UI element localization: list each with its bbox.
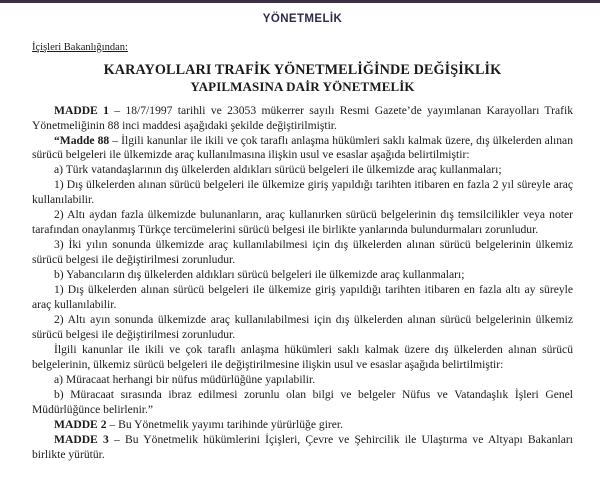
- document-type-heading: YÖNETMELİK: [262, 13, 343, 25]
- paragraph-madde-2: [32, 418, 573, 433]
- paragraph-item-b-1: [32, 283, 573, 313]
- paragraph-text: İlgili kanunlar ile ikili ve çok taraflı anlaşma hükümleri saklı kalmak üzere dış ülkelerden alınan sürücü belgelerinin, ülkemiz sürücü belgeleri ile değiştirilmesine ilişkin usul ve esaslar aşağıda belirtilmiştir:: [32, 342, 573, 371]
- paragraph-item-a-1: [32, 178, 573, 208]
- regulation-title: [32, 61, 573, 96]
- top-accent-rule: [0, 0, 600, 3]
- paragraph-item-a-2: [32, 208, 573, 238]
- paragraph-text: 1) Dış ülkelerden alınan sürücü belgeleri ile ülkemize giriş yapıldığı tarihten itibaren en fazla altı ay süreyle araç kullanılabilir.: [32, 283, 573, 311]
- paragraph-text: 2) Altı ayın sonunda ülkemizde araç kullanılabilmesi için dış ülkelerden alınan sürücü belgelerinin ülkemiz sürücü belgesi ile değiştirilmesi zorunludur.: [32, 312, 573, 341]
- paragraph-text: – 18/7/1997 tarihli ve 23053 mükerrer sayılı Resmi Gazete’de yayımlanan Karayolları Trafik Yönetmeliğinin 88 inci maddesi aşağıdaki şekilde değiştirilmiştir.: [32, 103, 573, 132]
- paragraph-lead: “Madde 88: [54, 133, 113, 147]
- paragraph-item-b-2: [32, 313, 573, 343]
- regulation-title-line-1: KARAYOLLARI TRAFİK YÖNETMELİĞİNDE DEĞİŞİKLİK: [103, 61, 502, 78]
- paragraph-exchange-a: [32, 373, 573, 388]
- paragraph-text: b) Yabancıların dış ülkelerden aldıkları sürücü belgeleri ile ülkemizde araç kullanmaları;: [54, 268, 465, 282]
- paragraph-text: a) Türk vatandaşlarının dış ülkelerden aldıkları sürücü belgeleri ile ülkemizde araç kullanmaları;: [54, 163, 502, 177]
- paragraph-text: – Bu Yönetmelik hükümlerini İçişleri, Çevre ve Şehircilik ile Ulaştırma ve Altyapı Bakanları birlikte yürütür.: [32, 432, 573, 461]
- paragraph-exchange-intro: [32, 343, 573, 373]
- paragraph-text: b) Müracaat sırasında ibraz edilmesi zorunlu olan bilgi ve belgeler Nüfus ve Vatandaşlık İşleri Genel Müdürlüğünce belirlenir.”: [32, 387, 573, 416]
- paragraph-text: 3) İki yılın sonunda ülkemizde araç kullanılabilmesi için dış ülkelerden alınan sürücü belgelerinin ülkemiz sürücü belgesi ile değiştirilmesi zorunludur.: [32, 238, 573, 267]
- paragraph-text: 2) Altı aydan fazla ülkemizde bulunanların, araç kullanırken sürücü belgelerinin dış temsilcilikler veya noter tarafından onaylanmış Türkçe tercümelerini sürücü belgesi ile birlikte yanlarında bulundurmaları zorunludur.: [32, 208, 573, 237]
- paragraph-text: – Bu Yönetmelik yayımı tarihinde yürürlüğe girer.: [109, 417, 344, 431]
- paragraph-lead: MADDE 1: [54, 103, 115, 117]
- paragraph-text: a) Müracaat herhangi bir nüfus müdürlüğüne yapılabilir.: [54, 372, 316, 386]
- paragraph-lead: MADDE 3: [54, 432, 114, 446]
- regulation-title-line-2: YAPILMASINA DAİR YÖNETMELİK: [190, 78, 415, 94]
- paragraph-exchange-b: [32, 388, 573, 418]
- paragraph-text: – İlgili kanunlar ile ikili ve çok taraflı anlaşma hükümleri saklı kalmak üzere, dış ülkelerden alınan sürücü belgeleri ile ülkemizde araç kullanılmasına ilişkin usul ve esaslar aşağıda belirtilmiştir:: [32, 133, 574, 162]
- issuer-line: [32, 27, 573, 55]
- paragraph-lead: MADDE 2: [54, 417, 110, 431]
- paragraph-item-a: [32, 163, 573, 178]
- paragraph-madde-3: [32, 433, 573, 463]
- document-body: [32, 104, 573, 463]
- paragraph-item-b: [32, 268, 573, 283]
- paragraph-item-a-3: [32, 238, 573, 268]
- paragraph-madde-1: [32, 104, 573, 134]
- paragraph-madde-88-intro: [32, 134, 573, 164]
- paragraph-text: 1) Dış ülkelerden alınan sürücü belgeleri ile ülkemize giriş yapıldığı tarihten itibaren en fazla 2 yıl süreyle araç kullanılabilir.: [32, 178, 573, 207]
- issuer-text: İçişleri Bakanlığından:: [32, 41, 128, 53]
